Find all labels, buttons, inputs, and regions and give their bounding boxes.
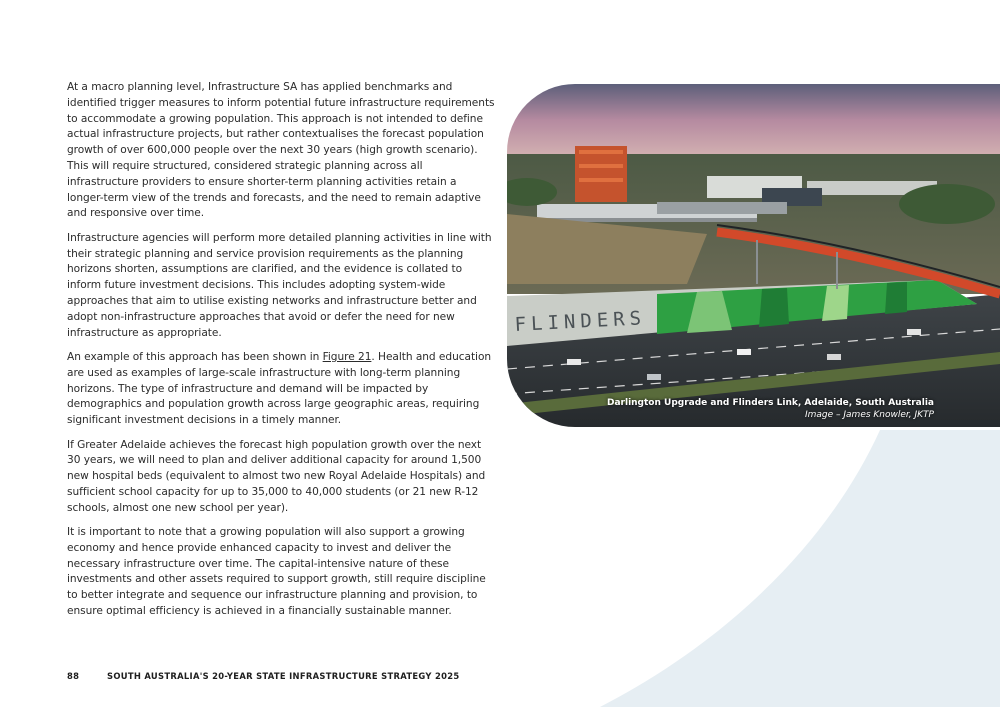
- paragraph-2: Infrastructure agencies will perform more detailed planning activities in line with their strategic planning and service provision requirements as the planning horizons shorten, assumptions are clarified, and the evidence is collated to inform future investment decisions. This includes adopting system-wide approaches that aim to utilise existing networks and infrastructure better and adopt non-infrastructure approaches that avoid or defer the need for new infrastructure as appropriate.: [67, 231, 492, 339]
- figure-21-link[interactable]: Figure 21: [322, 350, 372, 363]
- paragraph-3: [67, 350, 495, 429]
- feature-photo: [507, 84, 1000, 427]
- highway-photo-illustration: [507, 84, 1000, 427]
- document-title: SOUTH AUSTRALIA'S 20-YEAR STATE INFRASTRUCTURE STRATEGY 2025: [107, 671, 460, 681]
- paragraph-3-after: . Health and education are used as examples of large-scale infrastructure with long-term planning horizons. The type of infrastructure and demand will be impacted by demographics and population growth across large geographic areas, requiring significant investment decisions in a timely manner.: [67, 350, 492, 427]
- photo-caption-credit: Image – James Knowler, JKTP: [804, 410, 934, 420]
- photo-caption: [607, 397, 934, 421]
- paragraph-1: At a macro planning level, Infrastructure SA has applied benchmarks and identified trigger measures to inform potential future infrastructure requirements to accommodate a growing population. This approach is not intended to define actual infrastructure projects, but rather contextualises the forecast population growth of over 600,000 people over the next 30 years (high growth scenario). This will require structured, considered strategic planning across all infrastructure providers to ensure shorter-term planning activities retain a longer-term view of the trends and forecasts, and the need to remain adaptive and responsive over time.: [67, 81, 495, 220]
- paragraph-4: If Greater Adelaide achieves the forecast high population growth over the next 30 years, we will need to plan and deliver additional capacity for around 1,500 new hospital beds (equivalent to almost two new Royal Adelaide Hospitals) and sufficient school capacity for up to 35,000 to 40,000 students (or 21 new R-12 schools, almost one new school per year).: [67, 438, 486, 514]
- page-footer: [67, 671, 460, 681]
- body-text: [67, 80, 495, 628]
- paragraph-3-before: An example of this approach has been shown in: [67, 350, 323, 363]
- page-number: 88: [67, 671, 80, 681]
- photo-caption-title: Darlington Upgrade and Flinders Link, Adelaide, South Australia: [607, 398, 934, 408]
- paragraph-5: It is important to note that a growing population will also support a growing economy and hence provide enhanced capacity to invest and deliver the necessary infrastructure over time. The capital-intensive nature of these investments and other assets required to support growth, still require discipline to better integrate and sequence our infrastructure planning and provision, to ensure optimal efficiency is achieved in a financially sustainable manner.: [67, 526, 486, 618]
- wall-lettering-flinders: FLINDERS: [514, 307, 647, 336]
